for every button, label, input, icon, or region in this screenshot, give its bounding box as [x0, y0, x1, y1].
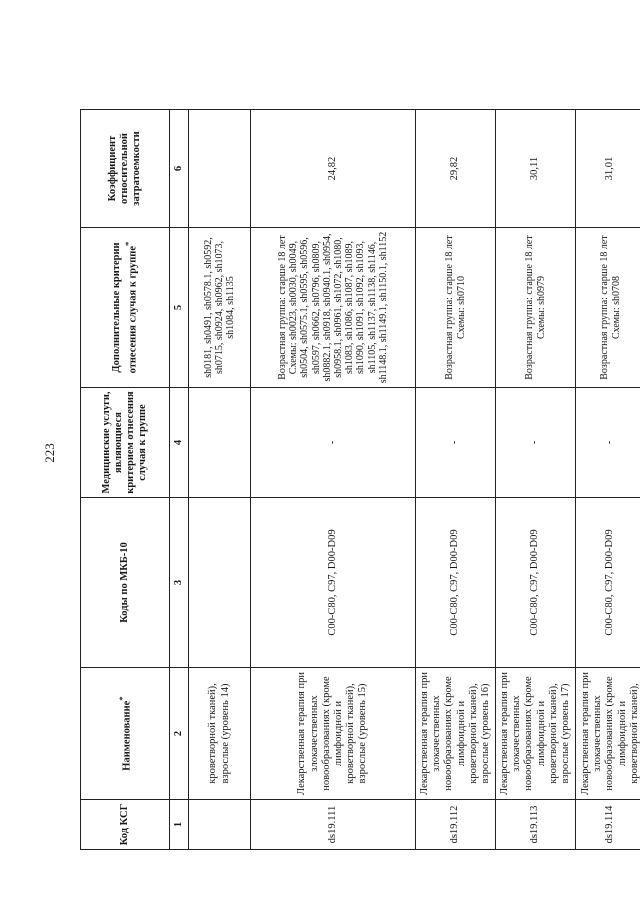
table-row: [189, 110, 251, 850]
cell-services: -: [496, 388, 576, 498]
cell-criteria: Возрастная группа: старше 18 лет Схемы: sh0023, sh0030, sh0049, sh0504, sh0575.1, sh0595, sh0596, sh0597, sh0662, sh0796, sh0809, sh0882.1, sh0918, sh0940.1, sh0954, sh0958.1, sh0961, sh1072, sh1080, sh1083, sh1086, sh1087, sh1089, sh1090, sh1091, sh1092, sh1093, sh1105, sh1137, sh1138, sh1146, sh1148.1, sh1149.1, sh1150.1, sh1152: [251, 228, 416, 388]
cell-coefficient: 30,11: [496, 110, 576, 228]
header-name: Наименование*: [81, 668, 170, 800]
column-number: 4: [170, 388, 189, 498]
cell-criteria: sh0181, sh0491, sh0578.1, sh0592, sh0715, sh0924, sh0962, sh1073, sh1084, sh1135: [189, 228, 251, 388]
cell-mkb: [189, 498, 251, 668]
cell-services: -: [251, 388, 416, 498]
cell-name: Лекарственная терапия при злокачественных новообразованиях (кроме лимфоидной и кроветворной тканей), взрослые (уровень 15): [251, 668, 416, 800]
cell-coefficient: 31,01: [576, 110, 640, 228]
cell-mkb: C00-C80, C97, D00-D09: [251, 498, 416, 668]
cell-services: [189, 388, 251, 498]
cell-coefficient: [189, 110, 251, 228]
cell-name: кроветворной тканей), взрослые (уровень 14): [189, 668, 251, 800]
cell-services: -: [576, 388, 640, 498]
cell-criteria: Возрастная группа: старше 18 лет Схемы: sh0979: [496, 228, 576, 388]
cell-code: ds19.111: [251, 800, 416, 850]
cell-mkb: C00-C80, C97, D00-D09: [416, 498, 496, 668]
cell-code: ds19.112: [416, 800, 496, 850]
column-number: 1: [170, 800, 189, 850]
header-coefficient: Коэффициент относительной затратоемкости: [81, 110, 170, 228]
cell-code: ds19.113: [496, 800, 576, 850]
header-services: Медицинские услуги, являющиеся критерием отнесения случая к группе: [81, 388, 170, 498]
cell-coefficient: 24,82: [251, 110, 416, 228]
cell-criteria: Возрастная группа: старше 18 лет Схемы: sh0710: [416, 228, 496, 388]
table-row: [251, 110, 416, 850]
cell-coefficient: 29,82: [416, 110, 496, 228]
cell-mkb: C00-C80, C97, D00-D09: [496, 498, 576, 668]
table-header-row: [81, 110, 170, 850]
table-row: [496, 110, 576, 850]
cell-code: [189, 800, 251, 850]
ksg-table: [80, 109, 640, 850]
cell-services: -: [416, 388, 496, 498]
page-number: 223: [42, 443, 57, 463]
column-number: 6: [170, 110, 189, 228]
cell-name: Лекарственная терапия при злокачественных новообразованиях (кроме лимфоидной и кроветворной тканей), взрослые (уровень 16): [416, 668, 496, 800]
header-criteria: Дополнительные критерии отнесения случая к группе*: [81, 228, 170, 388]
cell-mkb: C00-C80, C97, D00-D09: [576, 498, 640, 668]
table-row: [416, 110, 496, 850]
table-row: [576, 110, 640, 850]
column-number: 5: [170, 228, 189, 388]
header-code: Код КСГ: [81, 800, 170, 850]
column-number: 2: [170, 668, 189, 800]
column-number: 3: [170, 498, 189, 668]
header-mkb: Коды по МКБ-10: [81, 498, 170, 668]
cell-name: Лекарственная терапия при злокачественных новообразованиях (кроме лимфоидной и кроветворной тканей), взрослые (уровень 17): [496, 668, 576, 800]
column-number-row: [170, 110, 189, 850]
cell-code: ds19.114: [576, 800, 640, 850]
rotated-table-area: [80, 30, 640, 850]
cell-name: Лекарственная терапия при злокачественных новообразованиях (кроме лимфоидной и кроветворной тканей),: [576, 668, 640, 800]
cell-criteria: Возрастная группа: старше 18 лет Схемы: sh0708: [576, 228, 640, 388]
